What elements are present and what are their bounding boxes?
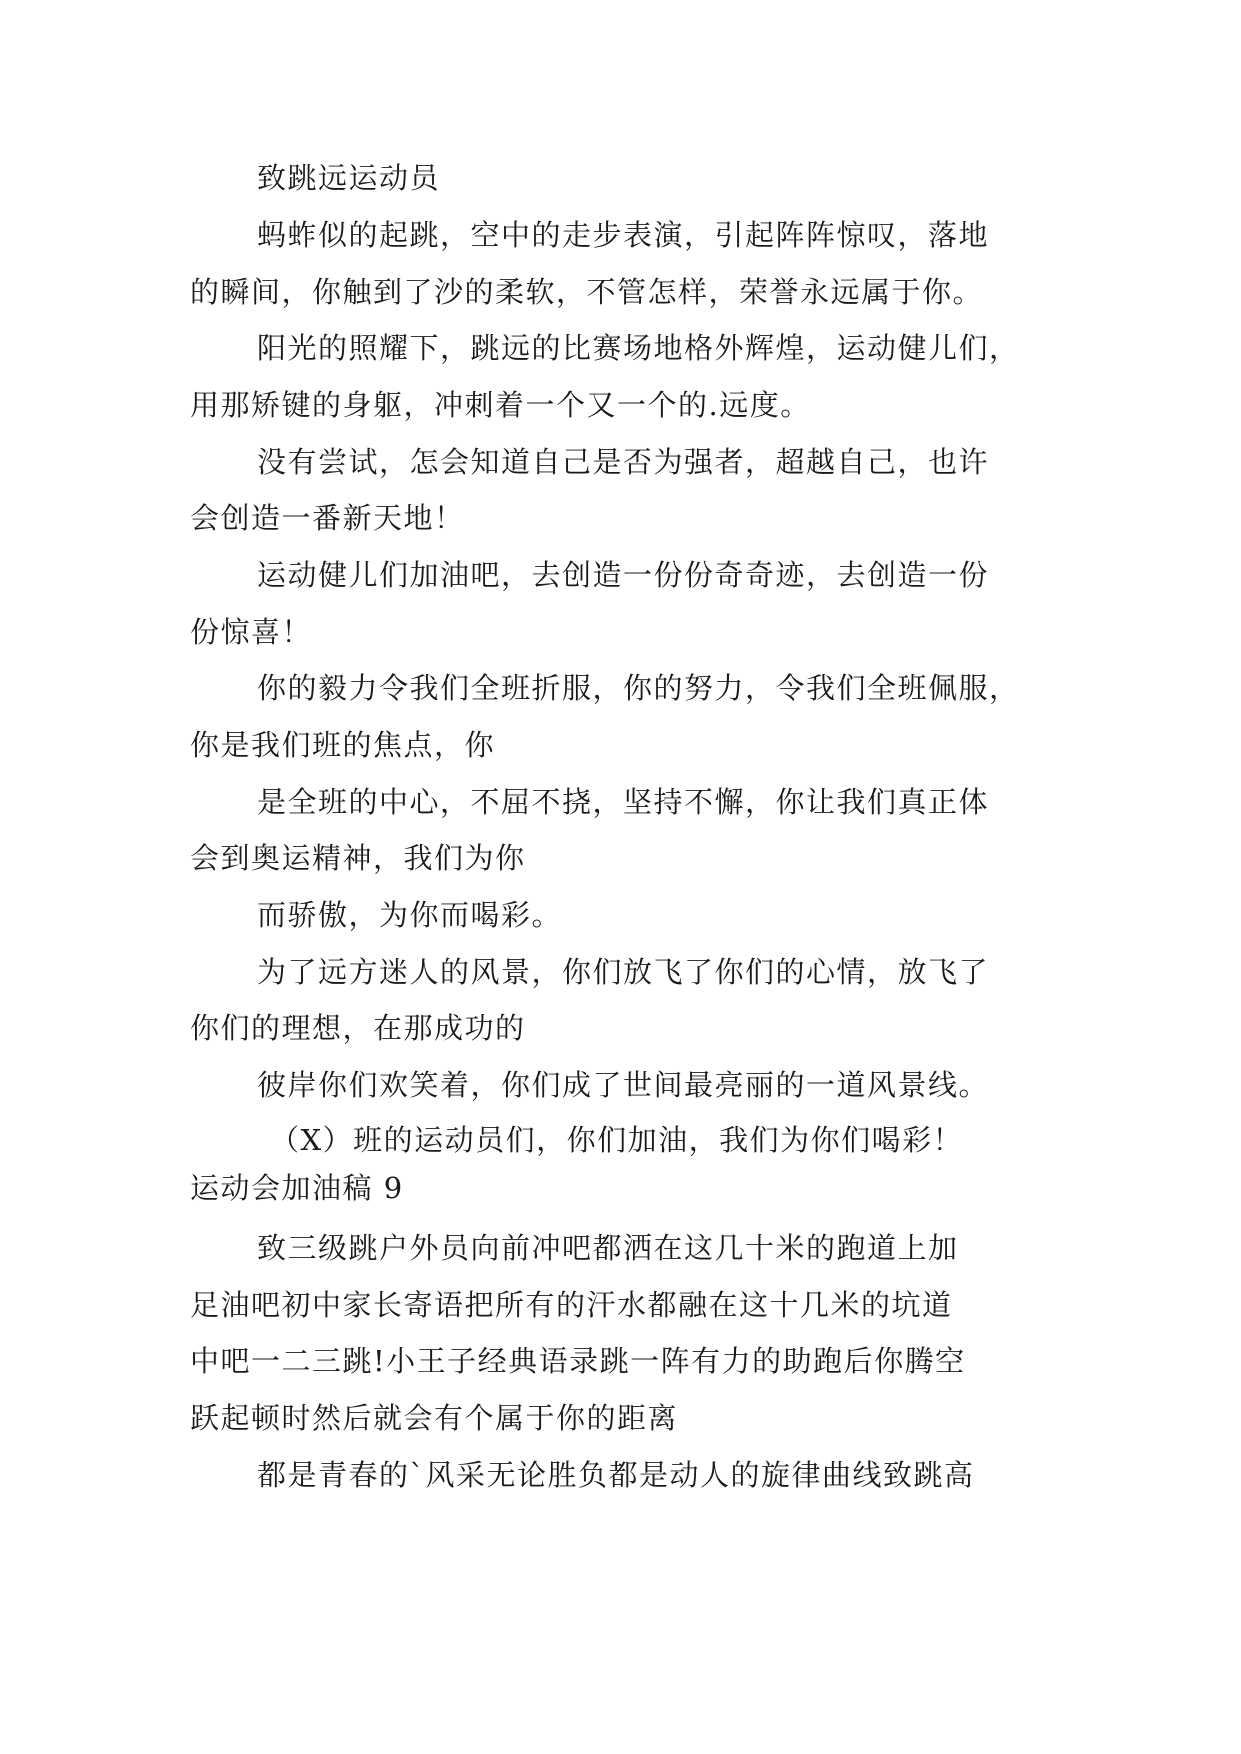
text-line: 没有尝试，怎会知道自己是否为强者，超越自己，也许 <box>257 445 990 479</box>
text-line: （X）班的运动员们，你们加油，我们为你们喝彩！ <box>270 1123 964 1157</box>
section-heading: 运动会加油稿 9 <box>190 1171 404 1205</box>
text-line: 你们的理想，在那成功的 <box>190 1011 526 1045</box>
text-line: 都是青春的`风采无论胜负都是动人的旋律曲线致跳高 <box>257 1458 975 1492</box>
document-page <box>190 160 1070 1600</box>
text-line: 而骄傲，为你而喝彩。 <box>257 898 563 932</box>
text-line: 致三级跳户外员向前冲吧都洒在这几十米的跑道上加 <box>257 1231 959 1265</box>
text-line: 是全班的中心，不屈不挠，坚持不懈，你让我们真正体 <box>257 785 990 819</box>
text-line: 足油吧初中家长寄语把所有的汗水都融在这十几米的坑道 <box>190 1288 953 1322</box>
text-line: 彼岸你们欢笑着，你们成了世间最亮丽的一道风景线。 <box>257 1068 990 1102</box>
text-line: 阳光的照耀下，跳远的比赛场地格外辉煌，运动健儿们， <box>257 331 1020 365</box>
text-line: 中吧一二三跳!小王子经典语录跳一阵有力的助跑后你腾空 <box>190 1344 966 1378</box>
text-line: 你是我们班的焦点，你 <box>190 728 496 762</box>
text-line: 的瞬间，你触到了沙的柔软，不管怎样，荣誉永远属于你。 <box>190 275 984 309</box>
text-line: 为了远方迷人的风景，你们放飞了你们的心情，放飞了 <box>257 955 990 989</box>
text-line: 运动健儿们加油吧，去创造一份份奇奇迹，去创造一份 <box>257 558 990 592</box>
text-line: 致跳远运动员 <box>257 161 441 195</box>
text-line: 份惊喜！ <box>190 615 313 649</box>
text-line: 会创造一番新天地！ <box>190 501 465 535</box>
text-line: 跃起顿时然后就会有个属于你的距离 <box>190 1401 679 1435</box>
text-line: 蚂蚱似的起跳，空中的走步表演，引起阵阵惊叹，落地 <box>257 218 990 252</box>
text-line: 你的毅力令我们全班折服，你的努力，令我们全班佩服， <box>257 671 1020 705</box>
text-line: 用那矫键的身躯，冲刺着一个又一个的.远度。 <box>190 388 811 422</box>
text-line: 会到奥运精神，我们为你 <box>190 841 526 875</box>
